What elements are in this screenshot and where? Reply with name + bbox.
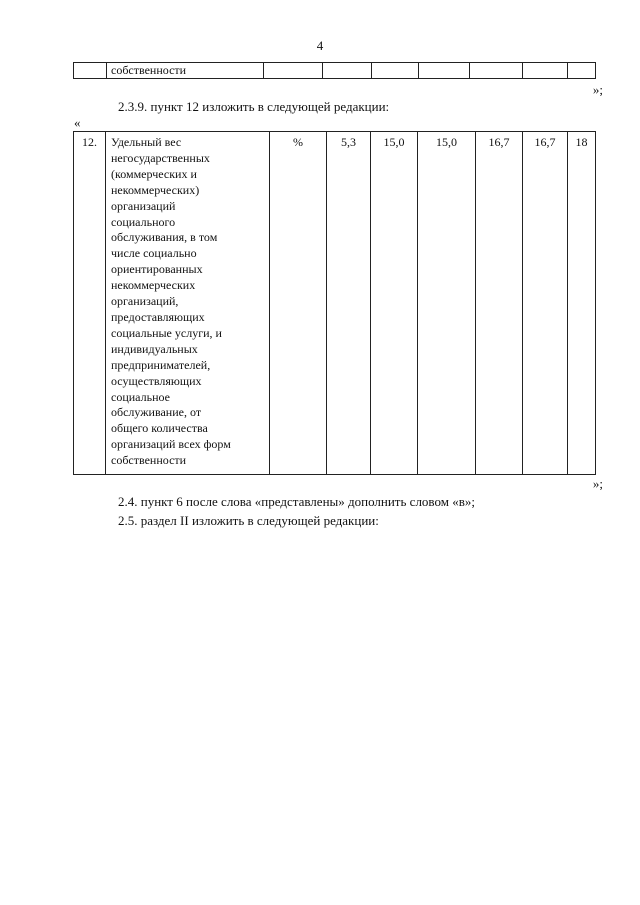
page-number: 4	[316, 38, 324, 53]
value-cell: 16,7	[476, 132, 523, 475]
table-cell: собственности	[107, 63, 264, 79]
value-cell: 15,0	[418, 132, 476, 475]
table-cell	[323, 63, 372, 79]
value-cell: 5,3	[327, 132, 371, 475]
unit-cell: %	[270, 132, 327, 475]
closing-quote: »;	[592, 82, 603, 97]
row-number: 12.	[74, 132, 106, 475]
table-cell	[372, 63, 419, 79]
opening-quote: «	[74, 115, 81, 130]
paragraph-2-4: 2.4. пункт 6 после слова «представлены» дополнить словом «в»;	[118, 494, 475, 509]
value-cell: 16,7	[523, 132, 568, 475]
table-cell	[264, 63, 323, 79]
value-cell: 18	[568, 132, 596, 475]
indicator-table	[73, 131, 596, 475]
table-cell	[74, 63, 107, 79]
value-cell: 15,0	[371, 132, 418, 475]
closing-quote: »;	[592, 476, 603, 491]
continuation-table	[73, 62, 596, 79]
table-row	[74, 63, 596, 79]
paragraph-2-5: 2.5. раздел II изложить в следующей редакции:	[118, 513, 379, 528]
table-cell	[419, 63, 470, 79]
table-cell	[523, 63, 568, 79]
indicator-name: Удельный вес негосударственных (коммерческих и некоммерческих) организаций социального обслуживания, в том числе социально ориентированных некоммерческих организаций, предоставляющих социальные услуги, и индивидуальных предпринимателей, осуществляющих социальное обслуживание, от общего количества организаций всех форм собственности	[106, 132, 270, 475]
paragraph-2-3-9: 2.3.9. пункт 12 изложить в следующей редакции:	[118, 99, 390, 114]
table-cell	[470, 63, 523, 79]
table-cell	[568, 63, 596, 79]
table-row	[74, 132, 596, 475]
